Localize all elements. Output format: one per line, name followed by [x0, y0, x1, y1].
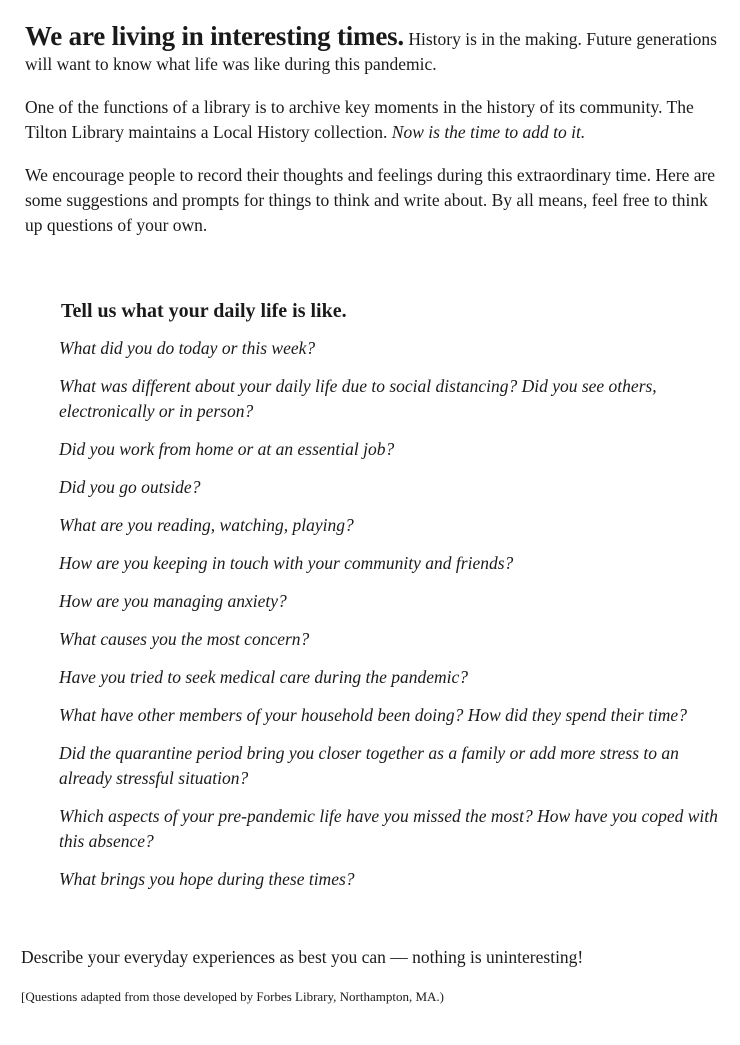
question-item: How are you keeping in touch with your community and friends?: [59, 553, 514, 573]
intro-paragraph-1: [25, 21, 725, 77]
intro-paragraph-3: We encourage people to record their thoughts and feelings during this extraordinary time. Here are some suggestions and prompts for things to think and write about. By all means, feel free to think up questions of your own.: [25, 165, 716, 235]
question-item: Did you work from home or at an essential job?: [59, 439, 395, 459]
section-heading: Tell us what your daily life is like.: [61, 300, 347, 322]
question-item: Did the quarantine period bring you closer together as a family or add more stress to an already stressful situation?: [59, 743, 679, 788]
page-title: We are living in interesting times.: [25, 21, 404, 51]
question-item: What are you reading, watching, playing?: [59, 515, 354, 535]
question-item: What causes you the most concern?: [59, 629, 310, 649]
intro-lead: History is in the making. Future generations will want to know what life was like during this pandemic.: [25, 29, 717, 74]
source-credit: [Questions adapted from those developed by Forbes Library, Northampton, MA.): [21, 989, 445, 1004]
question-item: Have you tried to seek medical care during the pandemic?: [59, 667, 469, 687]
intro-paragraph-2-emphasis: Now is the time to add to it.: [391, 122, 586, 142]
question-item: What did you do today or this week?: [59, 338, 316, 358]
intro-paragraph-2-main: One of the functions of a library is to archive key moments in the history of its community. The Tilton Library maintains a Local History collection.: [25, 97, 694, 142]
question-item: What was different about your daily life due to social distancing? Did you see others, electronically or in person?: [59, 376, 657, 421]
question-item: What brings you hope during these times?: [59, 869, 355, 889]
intro-section: [25, 21, 725, 238]
prompts-section: [57, 296, 727, 905]
question-item: What have other members of your household been doing? How did they spend their time?: [59, 705, 687, 725]
question-list: [57, 336, 727, 892]
question-item: How are you managing anxiety?: [59, 591, 287, 611]
question-item: Did you go outside?: [59, 477, 201, 497]
closing-statement: Describe your everyday experiences as best you can — nothing is uninteresting!: [21, 947, 584, 967]
intro-paragraph-2: [25, 95, 725, 145]
question-item: Which aspects of your pre-pandemic life have you missed the most? How have you coped with this absence?: [59, 806, 718, 851]
